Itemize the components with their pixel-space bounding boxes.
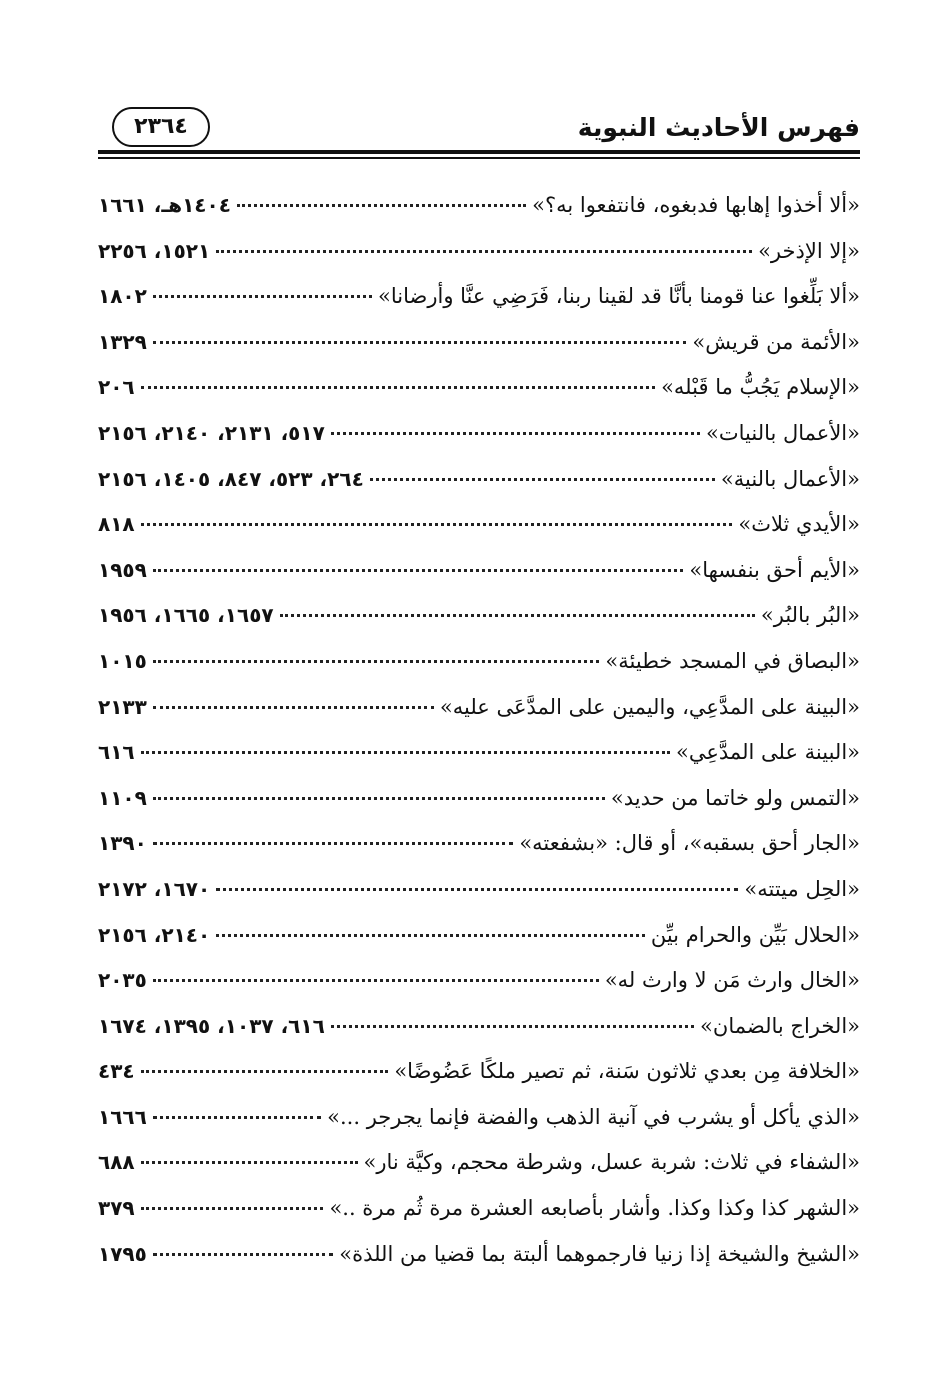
- dot-leader: [153, 979, 599, 982]
- hadith-refs: ٥١٧، ٢١٣١، ٢١٤٠، ٢١٥٦: [98, 420, 325, 445]
- hadith-refs: ١٦٥٧، ١٦٦٥، ١٩٥٦: [98, 603, 274, 628]
- hadith-text: «البصاق في المسجد خطيئة»: [605, 648, 860, 673]
- dot-leader: [153, 842, 513, 845]
- index-entry: [98, 828, 860, 874]
- index-entry: [98, 464, 860, 510]
- hadith-text: «الأئمة من قريش»: [692, 329, 860, 354]
- index-entry: [98, 1193, 860, 1239]
- dot-leader: [216, 934, 645, 937]
- hadith-refs: ٢١٣٣: [98, 694, 147, 719]
- hadith-refs: ٦١٦: [98, 740, 135, 765]
- index-entry: [98, 509, 860, 555]
- dot-leader: [153, 341, 687, 344]
- hadith-text: «الجار أحق بسقبه»، أو قال: «بشفعته»: [519, 831, 860, 856]
- dot-leader: [216, 250, 752, 253]
- index-entry: [98, 1056, 860, 1102]
- hadith-refs: ٦٨٨: [98, 1150, 135, 1175]
- hadith-text: «إلا الإذخر»: [758, 238, 860, 263]
- hadith-text: «ألا أخذوا إهابها فدبغوه، فانتفعوا به؟»: [532, 193, 860, 217]
- dot-leader: [331, 1025, 694, 1028]
- hadith-text: «الحلال بَيِّن والحرام بيِّن: [650, 922, 860, 947]
- index-entry: [98, 692, 860, 738]
- index-entry: [98, 737, 860, 783]
- hadith-refs: ٢١٤٠، ٢١٥٦: [98, 922, 211, 947]
- dot-leader: [141, 386, 655, 389]
- hadith-text: «الأعمال بالنية»: [720, 466, 860, 491]
- index-entry: [98, 1147, 860, 1193]
- index-entry: [98, 236, 860, 282]
- index-entry: [98, 555, 860, 601]
- hadith-refs: ١٦٧٠، ٢١٧٢: [98, 876, 211, 901]
- index-entry: [98, 190, 860, 236]
- index-entry: [98, 1011, 860, 1057]
- index-entry: [98, 1102, 860, 1148]
- index-entry: [98, 418, 860, 464]
- header-rule-thin: [98, 157, 860, 159]
- hadith-text: «الأيم أحق بنفسها»: [689, 557, 860, 582]
- hadith-refs: ٢٠٣٥: [98, 968, 147, 993]
- index-entry: [98, 965, 860, 1011]
- hadith-refs: ١١٠٩: [98, 785, 147, 810]
- hadith-index-list: [98, 190, 860, 1284]
- hadith-text: «الشيخ والشيخة إذا زنيا فارجموهما ألبتة بما قضيا من اللذة»: [339, 1241, 860, 1266]
- hadith-text: «الشفاء في ثلاث: شربة عسل، وشرطة محجم، وكيَّة نار»: [363, 1150, 860, 1175]
- index-entry: [98, 920, 860, 966]
- hadith-text: «الخلافة مِن بعدي ثلاثون سَنة، ثم تصير ملكًا عَضُوضًا»: [394, 1059, 860, 1084]
- index-entry: [98, 372, 860, 418]
- hadith-refs: ١٦٦٦: [98, 1104, 147, 1129]
- index-entry: [98, 874, 860, 920]
- hadith-text: «الشهر كذا وكذا وكذا. وأشار بأصابعه العشرة مرة ثُم مرة ..»: [329, 1196, 860, 1221]
- page-header: [98, 105, 860, 165]
- hadith-text: «ألا بَلِّغوا عنا قومنا بأنَّا قد لقينا ربنا، فَرَضِي عنَّا وأرضانا»: [378, 284, 860, 309]
- hadith-refs: ١٤٠٤هـ، ١٦٦١: [98, 193, 231, 217]
- dot-leader: [216, 888, 738, 891]
- hadith-refs: ٦١٦، ١٠٣٧، ١٣٩٥، ١٦٧٤: [98, 1013, 325, 1038]
- hadith-text: «البُر بالبُر»: [760, 603, 860, 628]
- hadith-text: «البينة على المدَّعِي»: [676, 740, 860, 765]
- dot-leader: [141, 1161, 358, 1164]
- hadith-text: «الحِل ميتته»: [744, 876, 860, 901]
- hadith-refs: ١٨٠٢: [98, 284, 147, 309]
- dot-leader: [153, 706, 434, 709]
- hadith-text: «الأيدي ثلاث»: [738, 512, 860, 537]
- dot-leader: [370, 478, 715, 481]
- dot-leader: [153, 569, 684, 572]
- dot-leader: [141, 523, 733, 526]
- hadith-refs: ٢٠٦: [98, 375, 135, 400]
- hadith-refs: ١٣٩٠: [98, 831, 147, 856]
- page-number-badge: ٢٣٦٤: [112, 107, 210, 147]
- hadith-refs: ١٧٩٥: [98, 1241, 147, 1266]
- dot-leader: [141, 751, 670, 754]
- index-entry: [98, 327, 860, 373]
- dot-leader: [280, 614, 755, 617]
- dot-leader: [331, 432, 700, 435]
- hadith-text: «الإسلام يَجُبُّ ما قَبْله»: [661, 375, 860, 400]
- dot-leader: [153, 1116, 321, 1119]
- hadith-text: «الخال وارث مَن لا وارث له»: [604, 968, 860, 993]
- index-entry: [98, 600, 860, 646]
- index-entry: [98, 783, 860, 829]
- hadith-refs: ٣٧٩: [98, 1196, 135, 1221]
- hadith-text: «التمس ولو خاتما من حديد»: [610, 785, 860, 810]
- dot-leader: [153, 295, 372, 298]
- dot-leader: [153, 1253, 333, 1256]
- hadith-refs: ٢٦٤، ٥٢٣، ٨٤٧، ١٤٠٥، ٢١٥٦: [98, 466, 364, 491]
- hadith-refs: ٨١٨: [98, 512, 135, 537]
- hadith-text: «الأعمال بالنيات»: [706, 420, 860, 445]
- page-title: فهرس الأحاديث النبوية: [577, 113, 860, 142]
- hadith-refs: ١٥٢١، ٢٢٥٦: [98, 238, 211, 263]
- dot-leader: [141, 1207, 324, 1210]
- dot-leader: [153, 797, 605, 800]
- dot-leader: [153, 660, 600, 663]
- hadith-refs: ٤٣٤: [98, 1059, 135, 1084]
- hadith-text: «الخراج بالضمان»: [700, 1013, 860, 1038]
- hadith-refs: ١٩٥٩: [98, 557, 147, 582]
- hadith-refs: ١٣٢٩: [98, 329, 147, 354]
- index-entry: [98, 281, 860, 327]
- index-entry: [98, 646, 860, 692]
- dot-leader: [237, 204, 526, 207]
- header-rule-thick: [98, 150, 860, 154]
- hadith-text: «الذي يأكل أو يشرب في آنية الذهب والفضة فإنما يجرجر ...»: [327, 1104, 860, 1129]
- hadith-refs: ١٠١٥: [98, 648, 147, 673]
- hadith-text: «البينة على المدَّعِي، واليمين على المدَّعَى عليه»: [439, 694, 860, 719]
- index-entry: [98, 1239, 860, 1285]
- dot-leader: [141, 1070, 389, 1073]
